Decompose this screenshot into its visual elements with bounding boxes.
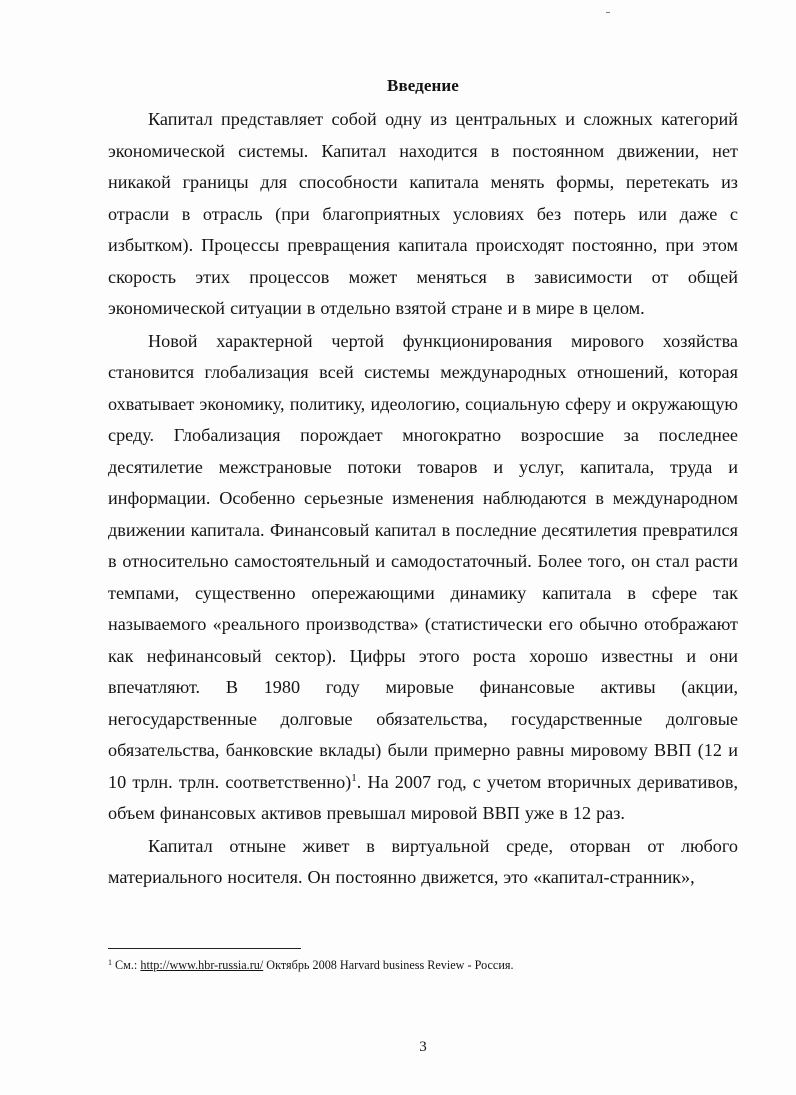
paragraph-globalization — [108, 326, 738, 830]
paragraph-globalization-text: Новой характерной чертой функционирования мирового хозяйства становится глобализация всей системы международных отношений, которая охватывает экономику, политику, идеологию, социальную сферу и окружающую среду. Глобализация порождает многократно возросшие за последнее десятилетие межстрановые потоки товаров и услуг, капитала, труда и информации. Особенно серьезные изменения наблюдаются в международном движении капитала. Финансовый капитал в последние десятилетия превратился в относительно самостоятельный и самодостаточный. Более того, он стал расти темпами, существенно опережающими динамику капитала в сфере так называемого «реального производства» (статистически его обычно отображают как нефинансовый сектор). Цифры этого роста хорошо известны и они впечатляют. В 1980 году мировые финансовые активы (акции, негосударственные долговые обязательства, государственные долговые обязательства, банковские вклады) были примерно равны мировому ВВП (12 и 10 трлн. трлн. соответственно) — [108, 330, 738, 792]
scan-mark — [606, 12, 610, 13]
footnote-link[interactable]: http://www.hbr-russia.ru/ — [140, 958, 264, 972]
footnote-prefix: См.: — [112, 958, 141, 972]
section-heading: Введение — [387, 76, 459, 95]
paragraph-globalization-end: . — [356, 771, 362, 792]
footnote-reference: 1 — [351, 771, 357, 784]
page-number: 3 — [419, 1039, 427, 1055]
paragraph-virtual-capital: Капитал отныне живет в виртуальной среде, оторван от любого материального носителя. Он постоянно движется, это «капитал-странник», — [108, 835, 738, 887]
footnote-number: 1 — [108, 958, 112, 967]
footnote-divider — [108, 948, 301, 949]
body-text — [108, 104, 738, 894]
footnote — [108, 957, 738, 973]
footnote-source: Октябрь 2008 Harvard business Review - Россия. — [263, 958, 514, 972]
paragraph-intro: Капитал представляет собой одну из центральных и сложных категорий экономической системы. Капитал находится в постоянном движении, нет никакой границы для способности капитала менять формы, перетекать из отрасли в отрасль (при благоприятных условиях без потерь или даже с избытком). Процессы превращения капитала происходят постоянно, при этом скорость этих процессов может меняться в зависимости от общей экономической ситуации в отдельно взятой стране и в мире в целом. — [108, 109, 738, 318]
paragraph-globalization-continuation: На 2007 год, с учетом вторичных деривативов, объем финансовых активов превышал мировой ВВП уже в 12 раз. — [108, 771, 738, 823]
